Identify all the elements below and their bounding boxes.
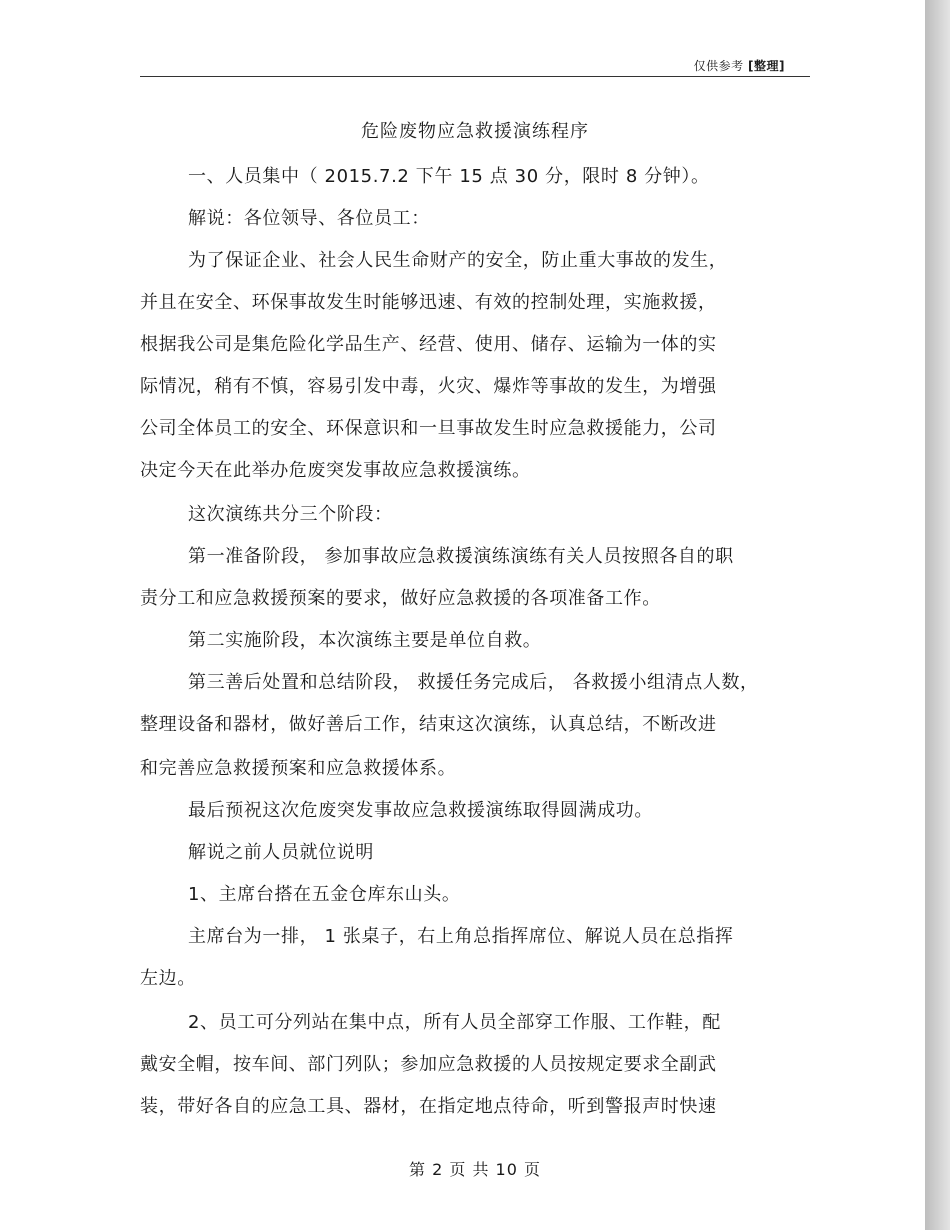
header-note: 仅供参考: [693, 59, 744, 73]
text-line: 为了保证企业、社会人民生命财产的安全，防止重大事故的发生，: [188, 250, 728, 271]
text-line: 决定今天在此举办危废突发事故应急救援演练。: [140, 460, 531, 481]
text-line: 根据我公司是集危险化学品生产、经营、使用、储存、运输为一体的实: [140, 334, 717, 355]
text-line: 戴安全帽，按车间、部门列队；参加应急救援的人员按规定要求全副武: [140, 1054, 717, 1075]
text-line: 左边。: [140, 968, 196, 989]
text-line: 第二实施阶段，本次演练主要是单位自救。: [188, 630, 542, 651]
text-line: 解说之前人员就位说明: [188, 842, 374, 863]
text-line: 整理设备和器材，做好善后工作，结束这次演练，认真总结，不断改进: [140, 714, 717, 735]
text-line: 主席台为一排， 1 张桌子，右上角总指挥席位、解说人员在总指挥: [188, 926, 734, 947]
text-line: 装，带好各自的应急工具、器材，在指定地点待命，听到警报声时快速: [140, 1096, 717, 1117]
page-header: [694, 57, 785, 74]
text-line: 公司全体员工的安全、环保意识和一旦事故发生时应急救援能力，公司: [140, 418, 717, 439]
text-line: 责分工和应急救援预案的要求，做好应急救援的各项准备工作。: [140, 588, 661, 609]
header-divider: [140, 76, 810, 77]
text-line: 和完善应急救援预案和应急救援体系。: [140, 758, 457, 779]
text-line: 解说：各位领导、各位员工：: [188, 208, 430, 229]
text-line: 2、员工可分列站在集中点，所有人员全部穿工作服、工作鞋，配: [188, 1012, 721, 1033]
text-line: 1、主席台搭在五金仓库东山头。: [188, 884, 461, 905]
text-line: 这次演练共分三个阶段：: [188, 504, 393, 525]
viewer-background: [925, 0, 950, 1230]
text-line: 第一准备阶段， 参加事故应急救援演练演练有关人员按照各自的职: [188, 546, 734, 567]
document-title: 危险废物应急救援演练程序: [361, 121, 589, 142]
text-line: 一、人员集中（ 2015.7.2 下午 15 点 30 分，限时 8 分钟）。: [188, 166, 710, 187]
text-line: 最后预祝这次危废突发事故应急救援演练取得圆满成功。: [188, 800, 653, 821]
text-line: 际情况，稍有不慎，容易引发中毒，火灾、爆炸等事故的发生，为增强: [140, 376, 717, 397]
text-line: 并且在安全、环保事故发生时能够迅速、有效的控制处理，实施救援，: [140, 292, 717, 313]
header-tag: [整理]: [748, 59, 785, 73]
text-line: 第三善后处置和总结阶段， 救援任务完成后， 各救援小组清点人数，: [188, 672, 759, 693]
page-footer: 第 2 页 共 10 页: [409, 1160, 541, 1179]
